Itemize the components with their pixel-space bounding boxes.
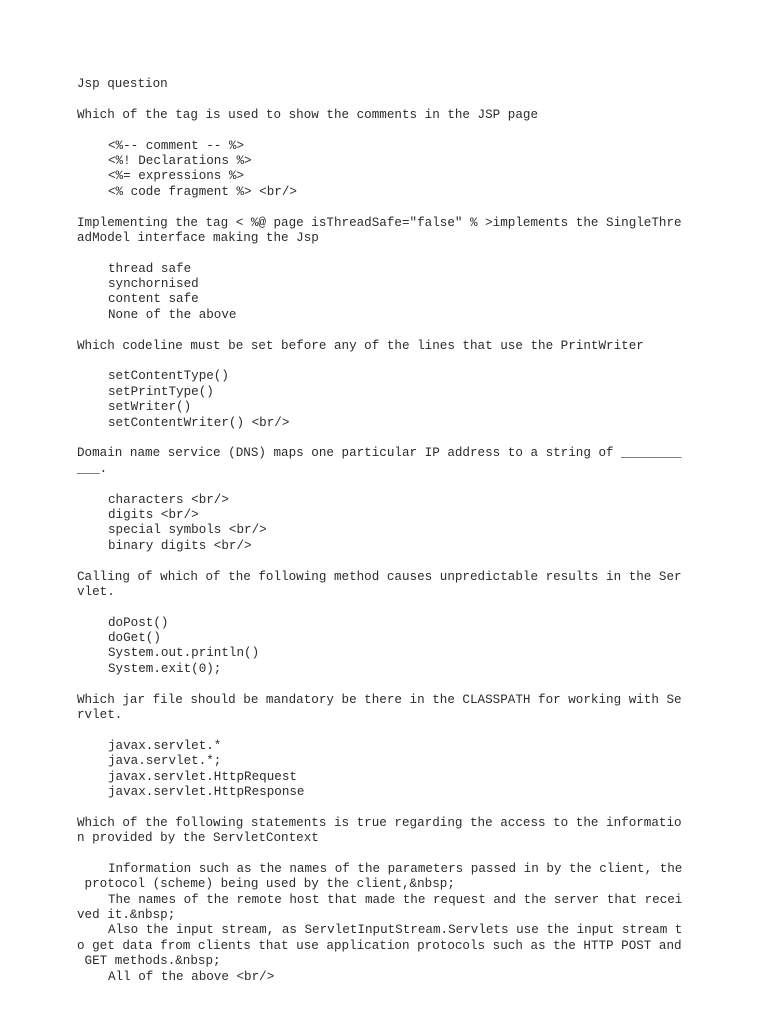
spacer xyxy=(77,354,697,369)
option-item: None of the above xyxy=(108,307,237,322)
spacer xyxy=(77,92,697,107)
option-item: System.out.println() xyxy=(108,646,260,661)
spacer xyxy=(77,677,697,692)
option-item: Also the input stream, as ServletInputStream.Servlets use the input stream t xyxy=(108,923,683,938)
option-item: content safe xyxy=(108,292,199,307)
options-list xyxy=(77,616,697,678)
question-text: Implementing the tag < %@ page isThreadSafe="false" % >implements the SingleThre xyxy=(77,215,682,230)
option-item-continuation: protocol (scheme) being used by the client,&nbsp; xyxy=(77,877,455,892)
spacer xyxy=(77,800,697,815)
options-list xyxy=(77,862,697,985)
option-item: All of the above <br/> xyxy=(108,969,275,984)
option-item: Information such as the names of the parameters passed in by the client, the xyxy=(108,861,683,876)
option-item: digits <br/> xyxy=(108,507,199,522)
option-item: setContentWriter() <br/> xyxy=(108,415,290,430)
question-text: Domain name service (DNS) maps one particular IP address to a string of ________ xyxy=(77,446,682,461)
question-text: rvlet. xyxy=(77,708,123,723)
question-1 xyxy=(77,108,697,216)
option-item: <%= expressions %> xyxy=(108,169,245,184)
question-text: Which of the tag is used to show the comments in the JSP page xyxy=(77,107,539,122)
option-item-continuation: o get data from clients that use application protocols such as the HTTP POST and xyxy=(77,938,682,953)
question-5 xyxy=(77,570,697,693)
option-item: special symbols <br/> xyxy=(108,523,267,538)
question-3 xyxy=(77,339,697,447)
spacer xyxy=(77,123,697,138)
question-text: Which of the following statements is true regarding the access to the informatio xyxy=(77,815,682,830)
option-item: <%-- comment -- %> xyxy=(108,138,245,153)
option-item: javax.servlet.HttpResponse xyxy=(108,784,305,799)
option-item: setPrintType() xyxy=(108,384,214,399)
question-text: Calling of which of the following method causes unpredictable results in the Ser xyxy=(77,569,682,584)
option-item: characters <br/> xyxy=(108,492,229,507)
spacer xyxy=(77,600,697,615)
spacer xyxy=(77,246,697,261)
question-text: Which jar file should be mandatory be there in the CLASSPATH for working with Se xyxy=(77,692,682,707)
spacer xyxy=(77,323,697,338)
option-item-continuation: GET methods.&nbsp; xyxy=(77,954,221,969)
option-item: synchornised xyxy=(108,277,199,292)
question-text: vlet. xyxy=(77,584,115,599)
spacer xyxy=(77,431,697,446)
options-list xyxy=(77,139,697,201)
options-list xyxy=(77,369,697,431)
option-item: doPost() xyxy=(108,615,169,630)
option-item: <%! Declarations %> xyxy=(108,153,252,168)
options-list xyxy=(77,262,697,324)
options-list xyxy=(77,493,697,555)
option-item: javax.servlet.* xyxy=(108,738,222,753)
option-item: java.servlet.*; xyxy=(108,754,222,769)
option-item: The names of the remote host that made the request and the server that recei xyxy=(108,892,683,907)
question-6 xyxy=(77,693,697,816)
spacer xyxy=(77,200,697,215)
option-item: javax.servlet.HttpRequest xyxy=(108,769,297,784)
question-4 xyxy=(77,446,697,569)
question-text: n provided by the ServletContext xyxy=(77,831,319,846)
options-list xyxy=(77,739,697,801)
spacer xyxy=(77,847,697,862)
option-item: setWriter() xyxy=(108,400,192,415)
option-item: System.exit(0); xyxy=(108,661,222,676)
option-item: thread safe xyxy=(108,261,192,276)
option-item: binary digits <br/> xyxy=(108,538,252,553)
question-text: ___. xyxy=(77,461,108,476)
option-item-continuation: ved it.&nbsp; xyxy=(77,908,176,923)
option-item: doGet() xyxy=(108,631,161,646)
option-item: setContentType() xyxy=(108,369,229,384)
document-page xyxy=(77,77,697,985)
spacer xyxy=(77,554,697,569)
spacer xyxy=(77,477,697,492)
question-text: adModel interface making the Jsp xyxy=(77,230,319,245)
spacer xyxy=(77,723,697,738)
question-text: Which codeline must be set before any of the lines that use the PrintWriter xyxy=(77,338,644,353)
option-item: <% code fragment %> <br/> xyxy=(108,184,297,199)
question-2 xyxy=(77,216,697,339)
question-7 xyxy=(77,816,697,985)
document-title: Jsp question xyxy=(77,77,168,91)
